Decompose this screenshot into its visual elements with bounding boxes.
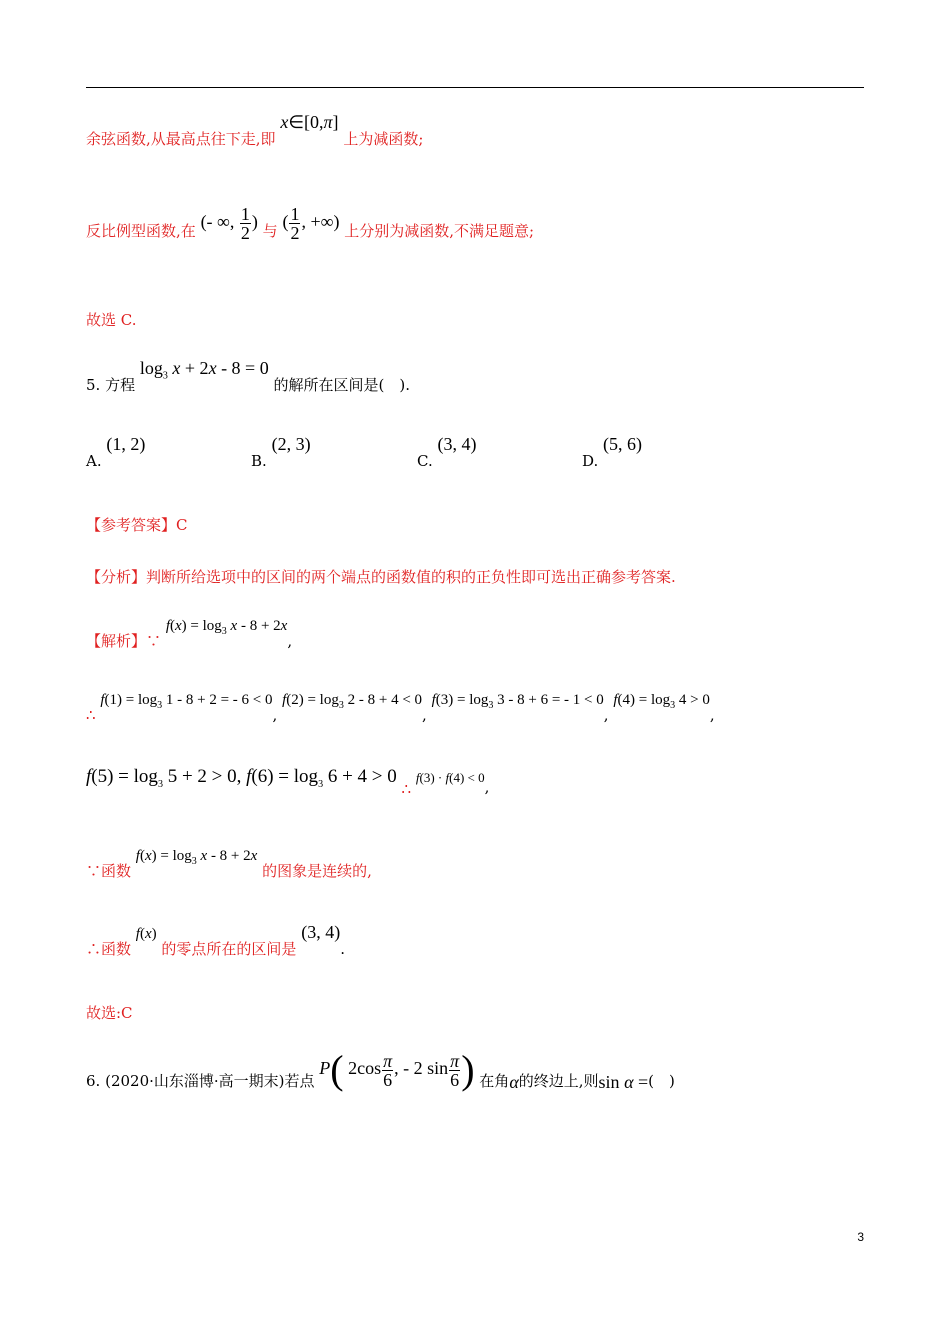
- q5-stem: [86, 358, 410, 394]
- q5-option-b: [251, 434, 311, 470]
- interval-left: (- ∞, $\frac{1}{2}$ ): [200, 204, 258, 243]
- option-letter: D.: [582, 452, 599, 470]
- q6-tail: 的终边上,则: [518, 1072, 599, 1091]
- value-f5-f6: $f(5) = \log_3 5 + 2 > 0$, $f(6) = \log_3 6 + 4 > 0$: [86, 766, 397, 790]
- option-letter: B.: [251, 452, 267, 470]
- func-def: $f(x) = \log_3 x - 8 + 2x$: [165, 618, 288, 637]
- q5-equation: $\log_3 x + 2x - 8 = 0$: [139, 358, 269, 382]
- option-value: (5, 6): [603, 434, 643, 454]
- option-value: (1, 2): [106, 434, 146, 454]
- q6-point: P( 2cos $\frac{\pi}{6}$ , - 2 sin $\frac{\pi}{6}$ ): [319, 1047, 475, 1092]
- header-rule: [86, 87, 864, 88]
- solution-line: [86, 614, 293, 650]
- q5-option-a: [86, 434, 146, 470]
- inverse-and: 与: [262, 221, 278, 240]
- zero-mid: 的零点所在的区间是: [161, 940, 297, 958]
- zero-line: ∴函数 f(x) 的零点所在的区间是 (3, 4).: [86, 922, 345, 958]
- option-value: (2, 3): [271, 434, 311, 454]
- therefore-symbol: ∴: [401, 780, 412, 798]
- q6-source: (2020·山东淄博·高一期末)若点: [105, 1072, 315, 1091]
- inverse-line: [86, 205, 534, 242]
- value-f2: $f(2) = \log_3 2 - 8 + 4 < 0$: [282, 692, 423, 711]
- value-f3: $f(3) = \log_3 3 - 8 + 6$ = - 1 < 0: [431, 692, 604, 711]
- continuity-suffix: 的图象是连续的,: [262, 862, 372, 880]
- q6-paren: ( ): [648, 1072, 675, 1091]
- zero-prefix: ∴函数: [86, 940, 132, 958]
- inverse-tail: 上分别为减函数,不满足题意;: [344, 221, 535, 240]
- value-f4: $f(4) = \log_3 4 > 0$: [613, 692, 710, 711]
- analysis-text: 判断所给选项中的区间的两个端点的函数值的积的正负性即可选出正确参考答案.: [146, 568, 676, 586]
- continuity-line: [86, 844, 372, 880]
- final-answer: 故选:C: [86, 1004, 133, 1022]
- cosine-text: 余弦函数,从最高点往下走,即: [86, 130, 276, 148]
- answer-line: [86, 514, 188, 535]
- analysis-line: [86, 566, 676, 587]
- therefore-symbol: ∴: [86, 706, 96, 724]
- value-f1: $f(1) = \log_3 1 - 8 + 2$ = - 6 < 0: [100, 692, 273, 711]
- product: f(3) · f(4) < 0: [415, 770, 485, 785]
- q6-mid: 在角: [479, 1072, 510, 1091]
- q5-option-d: [582, 434, 643, 470]
- q5-number: 5.: [86, 376, 101, 394]
- option-letter: A.: [86, 452, 102, 470]
- because-symbol: ∵: [146, 632, 162, 650]
- q6-number: 6.: [86, 1072, 101, 1091]
- zero-interval: (3, 4): [301, 922, 341, 942]
- analysis-label: 【分析】: [86, 568, 147, 586]
- cosine-tail: 上为减函数;: [343, 130, 424, 148]
- inverse-text: 反比例型函数,在: [86, 221, 196, 240]
- continuity-prefix: ∵函数: [86, 862, 132, 880]
- func-fx: f(x): [135, 926, 157, 942]
- prev-conclusion: 故选 C.: [86, 311, 137, 329]
- option-value: (3, 4): [437, 434, 477, 454]
- option-letter: C.: [417, 452, 433, 470]
- comma: ,: [287, 632, 293, 650]
- q6-stem: [86, 1047, 675, 1093]
- page-number: 3: [857, 1230, 864, 1244]
- func-def-2: $f(x) = \log_3 x - 8 + 2x$: [135, 848, 258, 867]
- q5-prefix: 方程: [105, 376, 136, 394]
- q6-ask: sin α =: [598, 1072, 649, 1093]
- q5-suffix: 的解所在区间是( ).: [273, 376, 410, 394]
- values-line-1: ∴ $f(1) = \log_3 1 - 8 + 2$ = - 6 < 0, $f(2) = \log_3 2 - 8 + 4 < 0$, $f(3) = \log_3 3 - 8 + 6$ = - 1 < 0, $f(4) = \log_3 4 > 0$,: [86, 692, 715, 724]
- solution-label: 【解析】: [86, 632, 147, 650]
- q5-option-c: [417, 434, 477, 470]
- answer-label: 【参考答案】: [86, 516, 177, 534]
- interval-right: ( $\frac{1}{2}$ , +∞): [282, 204, 340, 243]
- q6-alpha: α: [509, 1072, 519, 1093]
- answer-value: C: [176, 516, 188, 534]
- cosine-line: [86, 112, 424, 168]
- values-line-2: $f(5) = \log_3 5 + 2 > 0$, $f(6) = \log_3 6 + 4 > 0$ ∴ f(3) · f(4) < 0,: [86, 766, 490, 798]
- cosine-interval: x∈[0,π]: [280, 112, 339, 132]
